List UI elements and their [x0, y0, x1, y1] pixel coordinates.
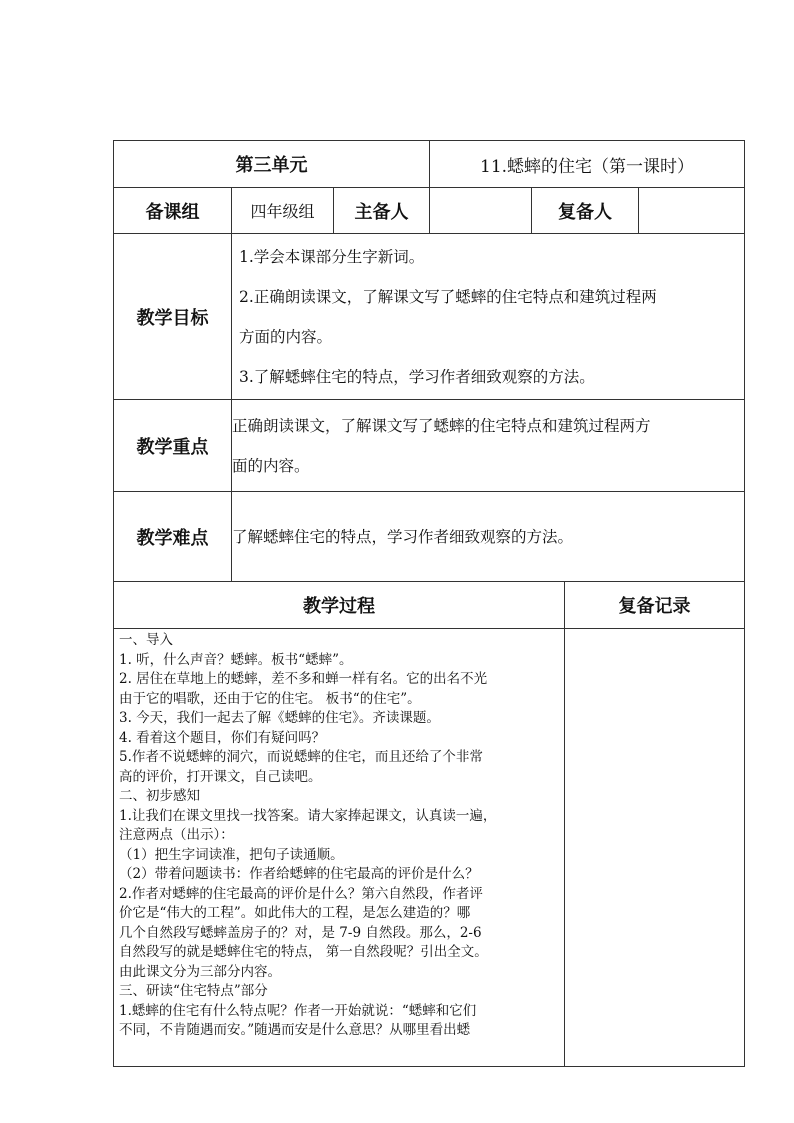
process-line: 二、初步感知	[119, 788, 200, 804]
process-line: 3. 今天，我们一起去了解《蟋蟀的住宅》。齐读课题。	[119, 710, 440, 726]
goals-content	[232, 234, 745, 400]
process-line: 不同，不肯随遇而安。”随遇而安是什么意思？从哪里看出蟋	[119, 1022, 471, 1038]
process-line: 2. 居住在草地上的蟋蟀，差不多和蝉一样有名。它的出名不光	[119, 671, 488, 687]
difficulty-content: 了解蟋蟀住宅的特点，学习作者细致观察的方法。	[232, 492, 745, 582]
goals-line: 3.了解蟋蟀住宅的特点，学习作者细致观察的方法。	[239, 367, 595, 386]
unit-title: 第三单元	[114, 141, 430, 188]
difficulty-row	[114, 492, 745, 582]
focus-content	[232, 400, 745, 492]
process-line: 自然段写的就是蟋蟀住宅的特点， 第一自然段呢？引出全文。	[119, 944, 488, 960]
process-body-row	[114, 629, 745, 1067]
process-line: 5.作者不说蟋蟀的洞穴，而说蟋蟀的住宅，而且还给了个非常	[119, 749, 483, 765]
prep-row	[114, 188, 745, 234]
focus-label: 教学重点	[114, 400, 232, 492]
lead-preparer-label: 主备人	[334, 188, 430, 234]
focus-line: 正确朗读课文，了解课文写了蟋蟀的住宅特点和建筑过程两方	[232, 416, 651, 435]
process-line: 1. 听，什么声音？蟋蟀。板书“蟋蟀”。	[119, 651, 353, 668]
process-line: 2.作者对蟋蟀的住宅最高的评价是什么？第六自然段，作者评	[119, 885, 483, 902]
process-line: （1）把生字词读准，把句子读通顺。	[119, 846, 344, 863]
process-content	[114, 629, 565, 1067]
review-notes-cell	[565, 629, 745, 1067]
process-label: 教学过程	[114, 582, 565, 629]
process-header-row	[114, 582, 745, 629]
focus-row	[114, 400, 745, 492]
header-row	[114, 141, 745, 188]
goals-line: 1.学会本课部分生字新词。	[239, 247, 425, 266]
process-line: 由此课文分为三部分内容。	[119, 963, 281, 980]
review-notes-label: 复备记录	[565, 582, 745, 629]
reviewer-value	[639, 188, 745, 234]
goals-line: 方面的内容。	[239, 327, 333, 346]
lesson-plan-table	[113, 140, 745, 1067]
goals-label: 教学目标	[114, 234, 232, 400]
focus-line: 面的内容。	[232, 456, 310, 475]
difficulty-label: 教学难点	[114, 492, 232, 582]
process-line: 由于它的唱歌，还由于它的住宅。 板书“的住宅”。	[119, 690, 421, 707]
goals-line: 2.正确朗读课文，了解课文写了蟋蟀的住宅特点和建筑过程两	[239, 287, 657, 306]
process-line: 高的评价，打开课文，自己读吧。	[119, 768, 322, 785]
process-line: 1.让我们在课文里找一找答案。请大家捧起课文，认真读一遍，	[119, 807, 497, 824]
reviewer-label: 复备人	[532, 188, 639, 234]
process-line: 1.蟋蟀的住宅有什么特点呢？作者一开始就说：“蟋蟀和它们	[119, 1002, 477, 1019]
goals-row	[114, 234, 745, 400]
process-line: 一、导入	[119, 632, 173, 648]
lead-preparer-value	[430, 188, 532, 234]
prep-group-label: 备课组	[114, 188, 232, 234]
process-line: 三、研读“住宅特点”部分	[119, 983, 268, 999]
prep-group-value: 四年级组	[232, 188, 334, 234]
process-line: 价它是“伟大的工程”。如此伟大的工程，是怎么建造的？哪	[119, 905, 471, 921]
process-line: 4. 看着这个题目，你们有疑问吗？	[119, 729, 326, 746]
lesson-title: 11.蟋蟀的住宅（第一课时）	[430, 141, 745, 188]
process-line: 注意两点（出示）：	[119, 827, 234, 843]
process-line: 几个自然段写蟋蟀盖房子的？对，是 7-9 自然段。那么，2-6	[119, 924, 482, 941]
process-line: （2）带着问题读书：作者给蟋蟀的住宅最高的评价是什么？	[119, 866, 479, 882]
